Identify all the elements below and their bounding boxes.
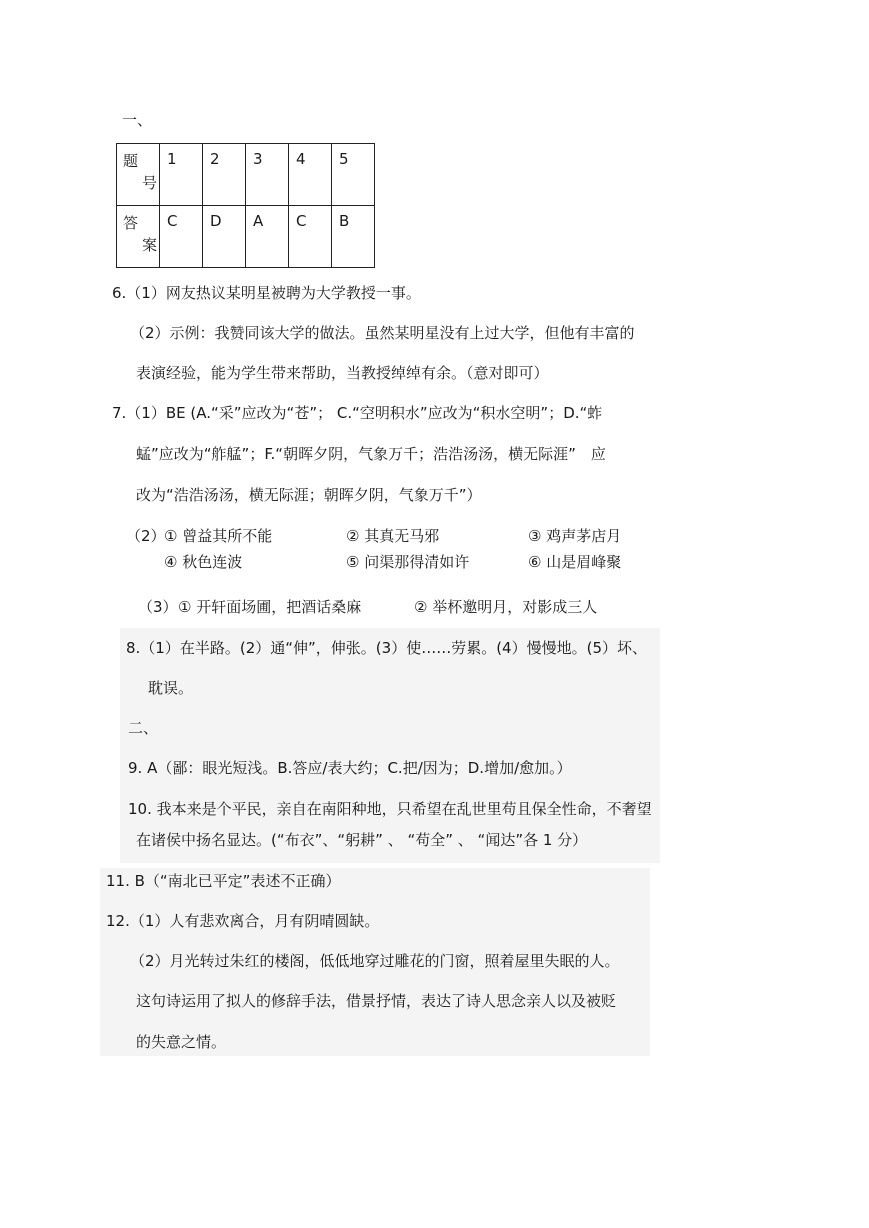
q7-part3-item-2: ② 举杯邀明月，对影成三人 [414,598,598,616]
q10-line-1: 10. 我本来是个平民，亲自在南阳种地，只希望在乱世里苟且保全性命，不奢望 [128,800,652,818]
q9-line: 9. A（鄙：眼光短浅。B.答应/表大约；C.把/因为；D.增加/愈加。） [128,759,572,777]
q8-line-1: 8.（1）在半路。(2）通“伸”，伸张。(3）使……劳累。(4）慢慢地。(5）坏、 [126,639,647,657]
header-label-top: 题 [123,152,139,170]
q12-line-1: 12.（1）人有悲欢离合，月有阴晴圆缺。 [106,912,380,930]
q7-item-2: ② 其真无马邪 [346,527,440,545]
question-number-cell: 1 [160,144,203,206]
q12-line-3: 这句诗运用了拟人的修辞手法，借景抒情，表达了诗人思念亲人以及被贬 [136,992,617,1010]
q7-item-3: ③ 鸡声茅店月 [528,527,622,545]
answer-cell: D [203,206,246,268]
table-row [117,206,375,268]
q10-line-2: 在诸侯中扬名显达。(“布衣”、“躬耕” 、 “苟全” 、 “闻达”各 1 分） [136,831,588,849]
section-heading-2: 二、 [128,719,159,737]
q7-item-4: ④ 秋色连波 [164,553,243,571]
q12-line-2: （2）月光转过朱红的楼阁，低低地穿过雕花的门窗，照着屋里失眠的人。 [130,952,620,970]
q7-line-3: 改为“浩浩汤汤，横无际涯；朝晖夕阴，气象万千”） [136,486,482,504]
table-header-cell [117,206,160,268]
q7-item-1: ① 曾益其所不能 [164,527,273,545]
answer-cell: C [160,206,203,268]
answer-cell: B [332,206,375,268]
answer-cell: A [246,206,289,268]
q7-item-6: ⑥ 山是眉峰聚 [528,553,622,571]
answer-table [116,143,375,268]
answer-label-top: 答 [123,214,139,232]
q6-line-2: （2）示例：我赞同该大学的做法。虽然某明星没有上过大学，但他有丰富的 [130,324,635,342]
q7-item-5: ⑤ 问渠那得清如许 [346,553,470,571]
q6-line-1: 6.（1）网友热议某明星被聘为大学教授一事。 [112,284,421,302]
section-heading-1: 一、 [122,111,153,129]
question-number-cell: 4 [289,144,332,206]
q7-line-2: 蜢”应改为“舴艋”；F.“朝晖夕阴，气象万千；浩浩汤汤，横无际涯” 应 [136,445,606,463]
answer-cell: C [289,206,332,268]
question-number-cell: 3 [246,144,289,206]
q7-line-1: 7.（1）BE (A.“采”应改为“苍”； C.“空明积水”应改为“积水空明”；D.“蚱 [112,404,603,422]
q12-line-4: 的失意之情。 [136,1033,227,1051]
table-row [117,144,375,206]
question-number-cell: 5 [332,144,375,206]
q8-line-2: 耽误。 [148,679,194,697]
answer-label-bottom: 案 [141,236,157,254]
q7-part3-item-1: ① 开轩面场圃，把酒话桑麻 [178,598,362,616]
scan-band [120,628,660,863]
table-header-cell [117,144,160,206]
q11-line: 11. B（“南北已平定”表述不正确） [106,872,341,890]
question-number-cell: 2 [203,144,246,206]
q7-part2-prefix: （2） [126,527,166,545]
header-label-bottom: 号 [141,174,157,192]
q6-line-3: 表演经验，能为学生带来帮助，当教授绰绰有余。（意对即可） [136,364,549,382]
q7-part3-prefix: （3） [138,598,178,616]
